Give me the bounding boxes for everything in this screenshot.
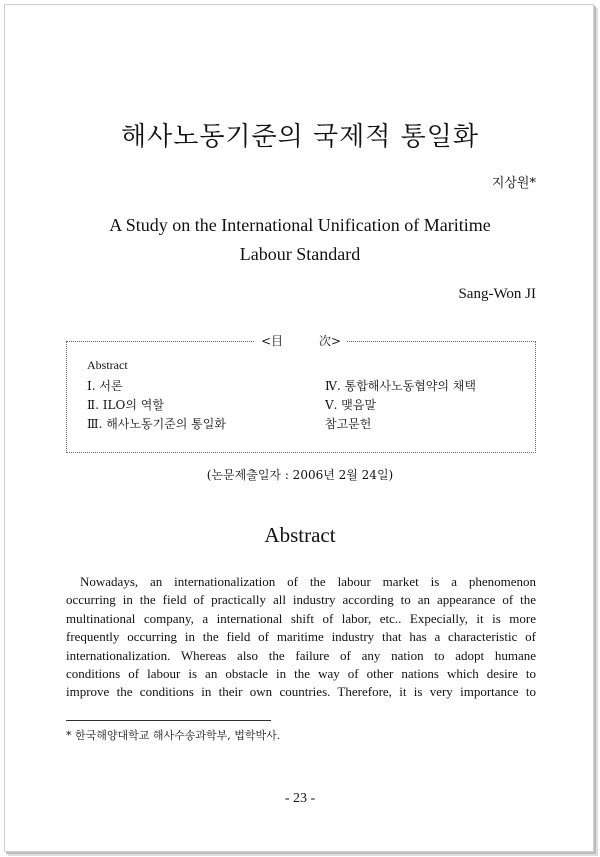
abstract-line: occurring in the field of practically all industry according to an appearance of the — [66, 592, 536, 608]
paper-title-korean: 해사노동기준의 국제적 통일화 — [120, 122, 480, 152]
footnote: * 한국해양대학교 해사수송과학부, 법학박사. — [66, 729, 281, 742]
abstract-line: multinational company, a international shift of labor, etc.. Expecially, it is more — [66, 610, 536, 626]
toc-heading: <目 次> — [67, 333, 535, 349]
toc-item: Ⅴ. 맺음말 — [325, 398, 377, 412]
table-of-contents — [66, 334, 536, 453]
abstract-line: improve the conditions in their own countries. Therefore, it is very importance to — [66, 684, 536, 700]
toc-item: Ⅰ. 서론 — [87, 379, 123, 393]
page-number: - 23 - — [284, 791, 316, 806]
toc-column-right — [325, 377, 476, 434]
toc-item: Ⅱ. ILO의 역할 — [87, 398, 164, 412]
author-name-korean: 지상원* — [491, 176, 536, 191]
section-heading-abstract: Abstract — [264, 523, 336, 547]
footnote-divider — [66, 720, 271, 721]
author-name-english: Sang-Won JI — [458, 286, 536, 302]
title-english-line-2: Labour Standard — [239, 244, 361, 264]
toc-item: Ⅲ. 해사노동기준의 통일화 — [87, 417, 226, 431]
toc-item-abstract: Abstract — [87, 358, 128, 372]
toc-item: 참고문헌 — [325, 417, 372, 431]
abstract-line: frequently occurring in the field of maritime industry that has a characteristic of — [66, 629, 536, 645]
abstract-line: conditions of labour is an obstacle in the way of other nations which desire to — [66, 666, 536, 682]
toc-column-left — [87, 377, 226, 434]
submission-date: (논문제출일자 : 2006년 2월 24일) — [206, 468, 394, 482]
toc-item: Ⅳ. 통합해사노동협약의 채택 — [325, 379, 476, 393]
abstract-body — [66, 573, 536, 702]
title-english-line-1: A Study on the International Unification of Maritime — [109, 215, 491, 235]
abstract-line: Nowadays, an internationalization of the labour market is a phenomenon — [80, 574, 536, 589]
paper-title-english — [60, 211, 540, 269]
abstract-line: internationalization. Whereas also the failure of any nation to adopt humane — [66, 647, 536, 663]
